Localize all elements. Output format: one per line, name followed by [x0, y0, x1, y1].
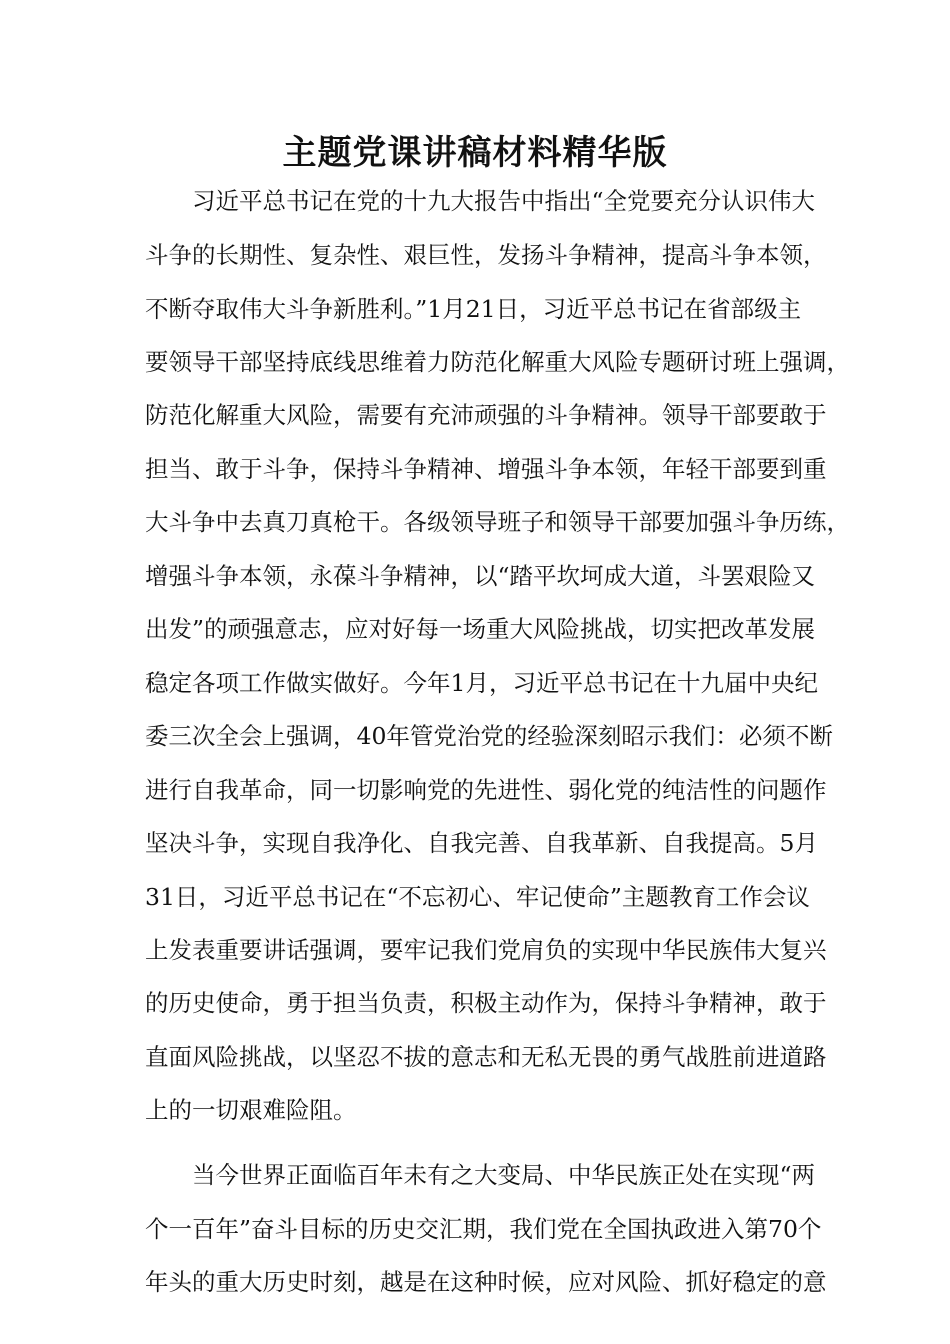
paragraph-1-line-10: 稳定各项工作做实做好。今年1月，习近平总书记在十九届中央纪 — [145, 669, 818, 697]
paragraph-1-line-12: 进行自我革命，同一切影响党的先进性、弱化党的纯洁性的问题作 — [145, 776, 827, 804]
paragraph-1-line-4: 要领导干部坚持底线思维着力防范化解重大风险专题研讨班上强调， — [145, 348, 850, 376]
paragraph-1-line-11: 委三次全会上强调，40年管党治党的经验深刻昭示我们：必须不断 — [145, 722, 833, 750]
paragraph-1-line-3: 不断夺取伟大斗争新胜利。”1月21日，习近平总书记在省部级主 — [145, 295, 802, 323]
paragraph-1-line-6: 担当、敢于斗争，保持斗争精神、增强斗争本领，年轻干部要到重 — [145, 455, 827, 483]
paragraph-1-line-5: 防范化解重大风险，需要有充沛顽强的斗争精神。领导干部要敢于 — [145, 401, 827, 429]
paragraph-1-line-18: 上的一切艰难险阻。 — [145, 1096, 357, 1124]
paragraph-2-line-2: 个一百年”奋斗目标的历史交汇期，我们党在全国执政进入第70个 — [145, 1215, 822, 1243]
paragraph-1-line-1: 习近平总书记在党的十九大报告中指出“全党要充分认识伟大 — [145, 187, 816, 215]
paragraph-1-line-9: 出发”的顽强意志，应对好每一场重大风险挑战，切实把改革发展 — [145, 615, 816, 643]
paragraph-1-line-13: 坚决斗争，实现自我净化、自我完善、自我革新、自我提高。5月 — [145, 829, 818, 857]
paragraph-1-line-16: 的历史使命，勇于担当负责，积极主动作为，保持斗争精神，敢于 — [145, 989, 827, 1017]
document-title: 主题党课讲稿材料精华版 — [282, 133, 668, 173]
paragraph-1-line-8: 增强斗争本领，永葆斗争精神，以“踏平坎坷成大道，斗罢艰险又 — [145, 562, 816, 590]
paragraph-1-line-2: 斗争的长期性、复杂性、艰巨性，发扬斗争精神，提高斗争本领， — [145, 241, 827, 269]
paragraph-1-line-7: 大斗争中去真刀真枪干。各级领导班子和领导干部要加强斗争历练， — [145, 508, 850, 536]
paragraph-2-line-3: 年头的重大历史时刻，越是在这种时候，应对风险、抓好稳定的意 — [145, 1268, 827, 1296]
paragraph-1-line-17: 直面风险挑战，以坚忍不拔的意志和无私无畏的勇气战胜前进道路 — [145, 1043, 827, 1071]
paragraph-2-line-1: 当今世界正面临百年未有之大变局、中华民族正处在实现“两 — [145, 1161, 816, 1189]
paragraph-1-line-15: 上发表重要讲话强调，要牢记我们党肩负的实现中华民族伟大复兴 — [145, 936, 827, 964]
paragraph-1-line-14: 31日，习近平总书记在“不忘初心、牢记使命”主题教育工作会议 — [145, 883, 810, 911]
